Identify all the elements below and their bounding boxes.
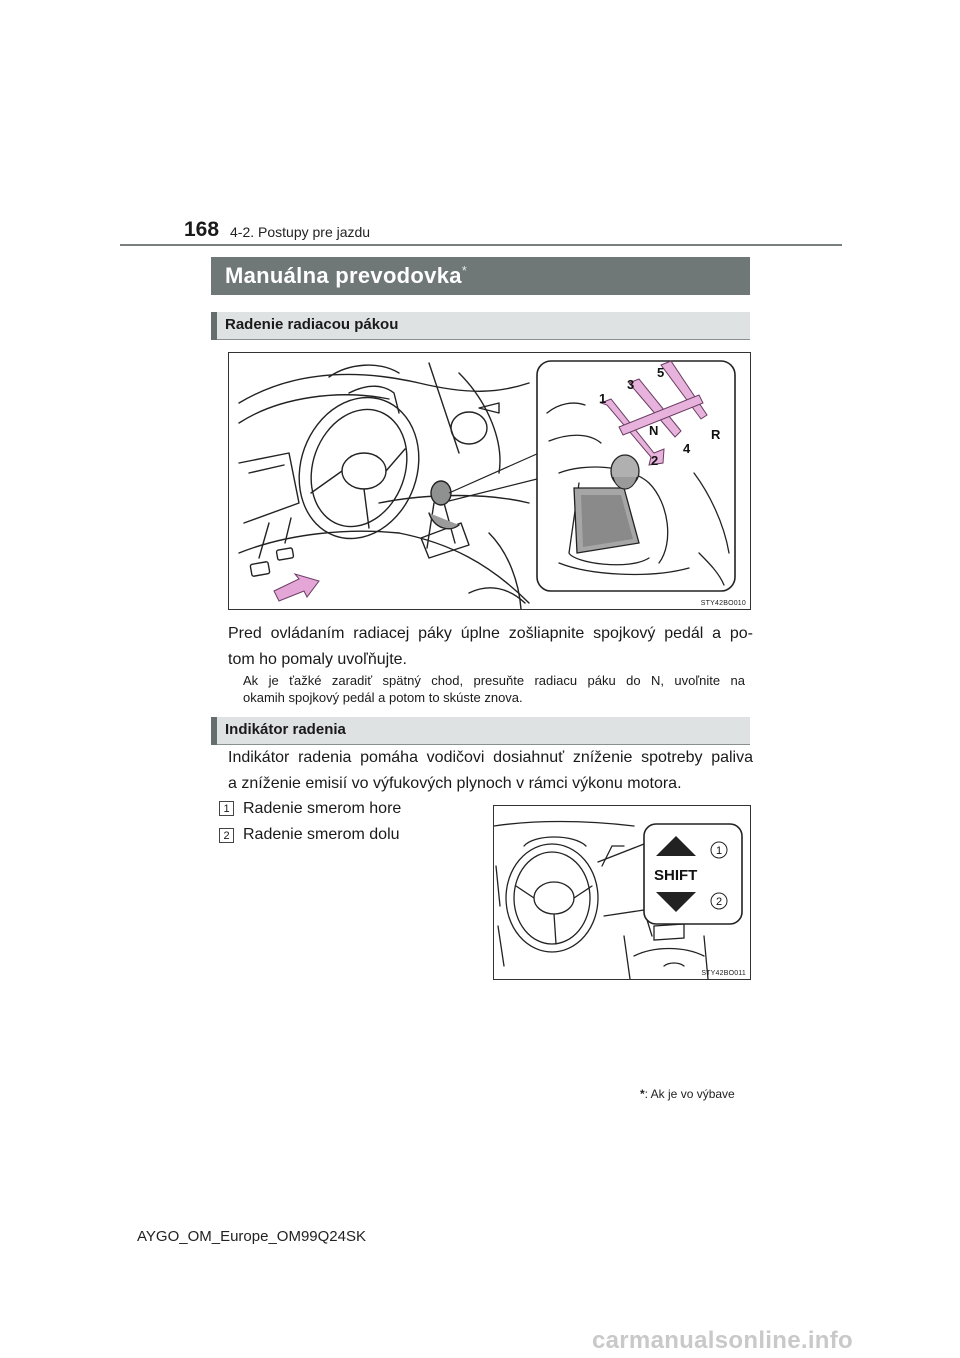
gear-label-n: N: [649, 423, 659, 438]
section-breadcrumb: 4-2. Postupy pre jazdu: [230, 224, 371, 240]
page-title-bar: [211, 257, 750, 295]
section-accent: [211, 717, 217, 745]
section-heading-bar-shift-indicator: [211, 717, 750, 745]
item-number-1: 1: [219, 801, 234, 816]
shift-indicator-drawing: [494, 806, 750, 979]
clutch-instruction-line-2: tom ho pomaly uvoľňujte.: [228, 651, 407, 668]
gear-label-1: 1: [599, 391, 607, 406]
item-number-2: 2: [219, 828, 234, 843]
shift-desc-line-1: Indikátor radenia pomáha vodičovi dosiahnuť zníženie spotreby paliva: [228, 749, 753, 766]
gear-label-3: 3: [627, 377, 635, 392]
section-heading-shift-indicator: Indikátor radenia: [225, 721, 346, 738]
gear-label-2: 2: [651, 453, 659, 468]
document-id: AYGO_OM_Europe_OM99Q24SK: [137, 1228, 366, 1245]
callout-down: 2: [716, 896, 723, 908]
gear-lever-illustration: [228, 352, 751, 610]
optional-equipment-star: *: [461, 263, 468, 278]
clutch-instruction: [228, 621, 753, 673]
shift-label: SHIFT: [654, 867, 698, 884]
footnote-text: : Ak je vo výbave: [644, 1087, 735, 1101]
shift-indicator-description: [228, 745, 753, 797]
callout-up: 1: [716, 845, 723, 857]
gear-label-5: 5: [657, 365, 665, 380]
section-heading-gear-lever: Radenie radiacou pákou: [225, 316, 399, 333]
page-title: [225, 263, 467, 289]
footnote: [640, 1087, 735, 1101]
reverse-note-line-1: Ak je ťažké zaradiť spätný chod, presuňte radiacu páku do N, uvoľnite na: [243, 673, 745, 688]
shift-indicator-illustration: [493, 805, 751, 980]
section-heading-bar-gear-lever: [211, 312, 750, 340]
reverse-gear-note: [243, 672, 745, 706]
item-label-upshift: Radenie smerom hore: [243, 800, 402, 817]
page-title-text: Manuálna prevodovka: [225, 263, 462, 288]
reverse-note-line-2: okamih spojkový pedál a potom to skúste znova.: [243, 690, 523, 705]
footnote-star: *: [640, 1087, 645, 1101]
gear-lever-drawing: [229, 353, 750, 609]
clutch-instruction-line-1: Pred ovládaním radiacej páky úplne zošliapnite spojkový pedál a po-: [228, 625, 753, 642]
header-divider: [120, 244, 842, 246]
figure-code-1: STY42BO010: [700, 600, 746, 607]
item-label-downshift: Radenie smerom dolu: [243, 826, 400, 843]
gear-label-4: 4: [683, 441, 691, 456]
gear-label-r: R: [711, 427, 721, 442]
section-accent: [211, 312, 217, 340]
figure-code-2: STY42BO011: [701, 970, 746, 977]
shift-desc-line-2: a zníženie emisií vo výfukových plynoch v rámci výkonu motora.: [228, 775, 682, 792]
page-number: 168: [184, 218, 220, 241]
site-watermark: carmanualsonline.info: [592, 1327, 854, 1354]
